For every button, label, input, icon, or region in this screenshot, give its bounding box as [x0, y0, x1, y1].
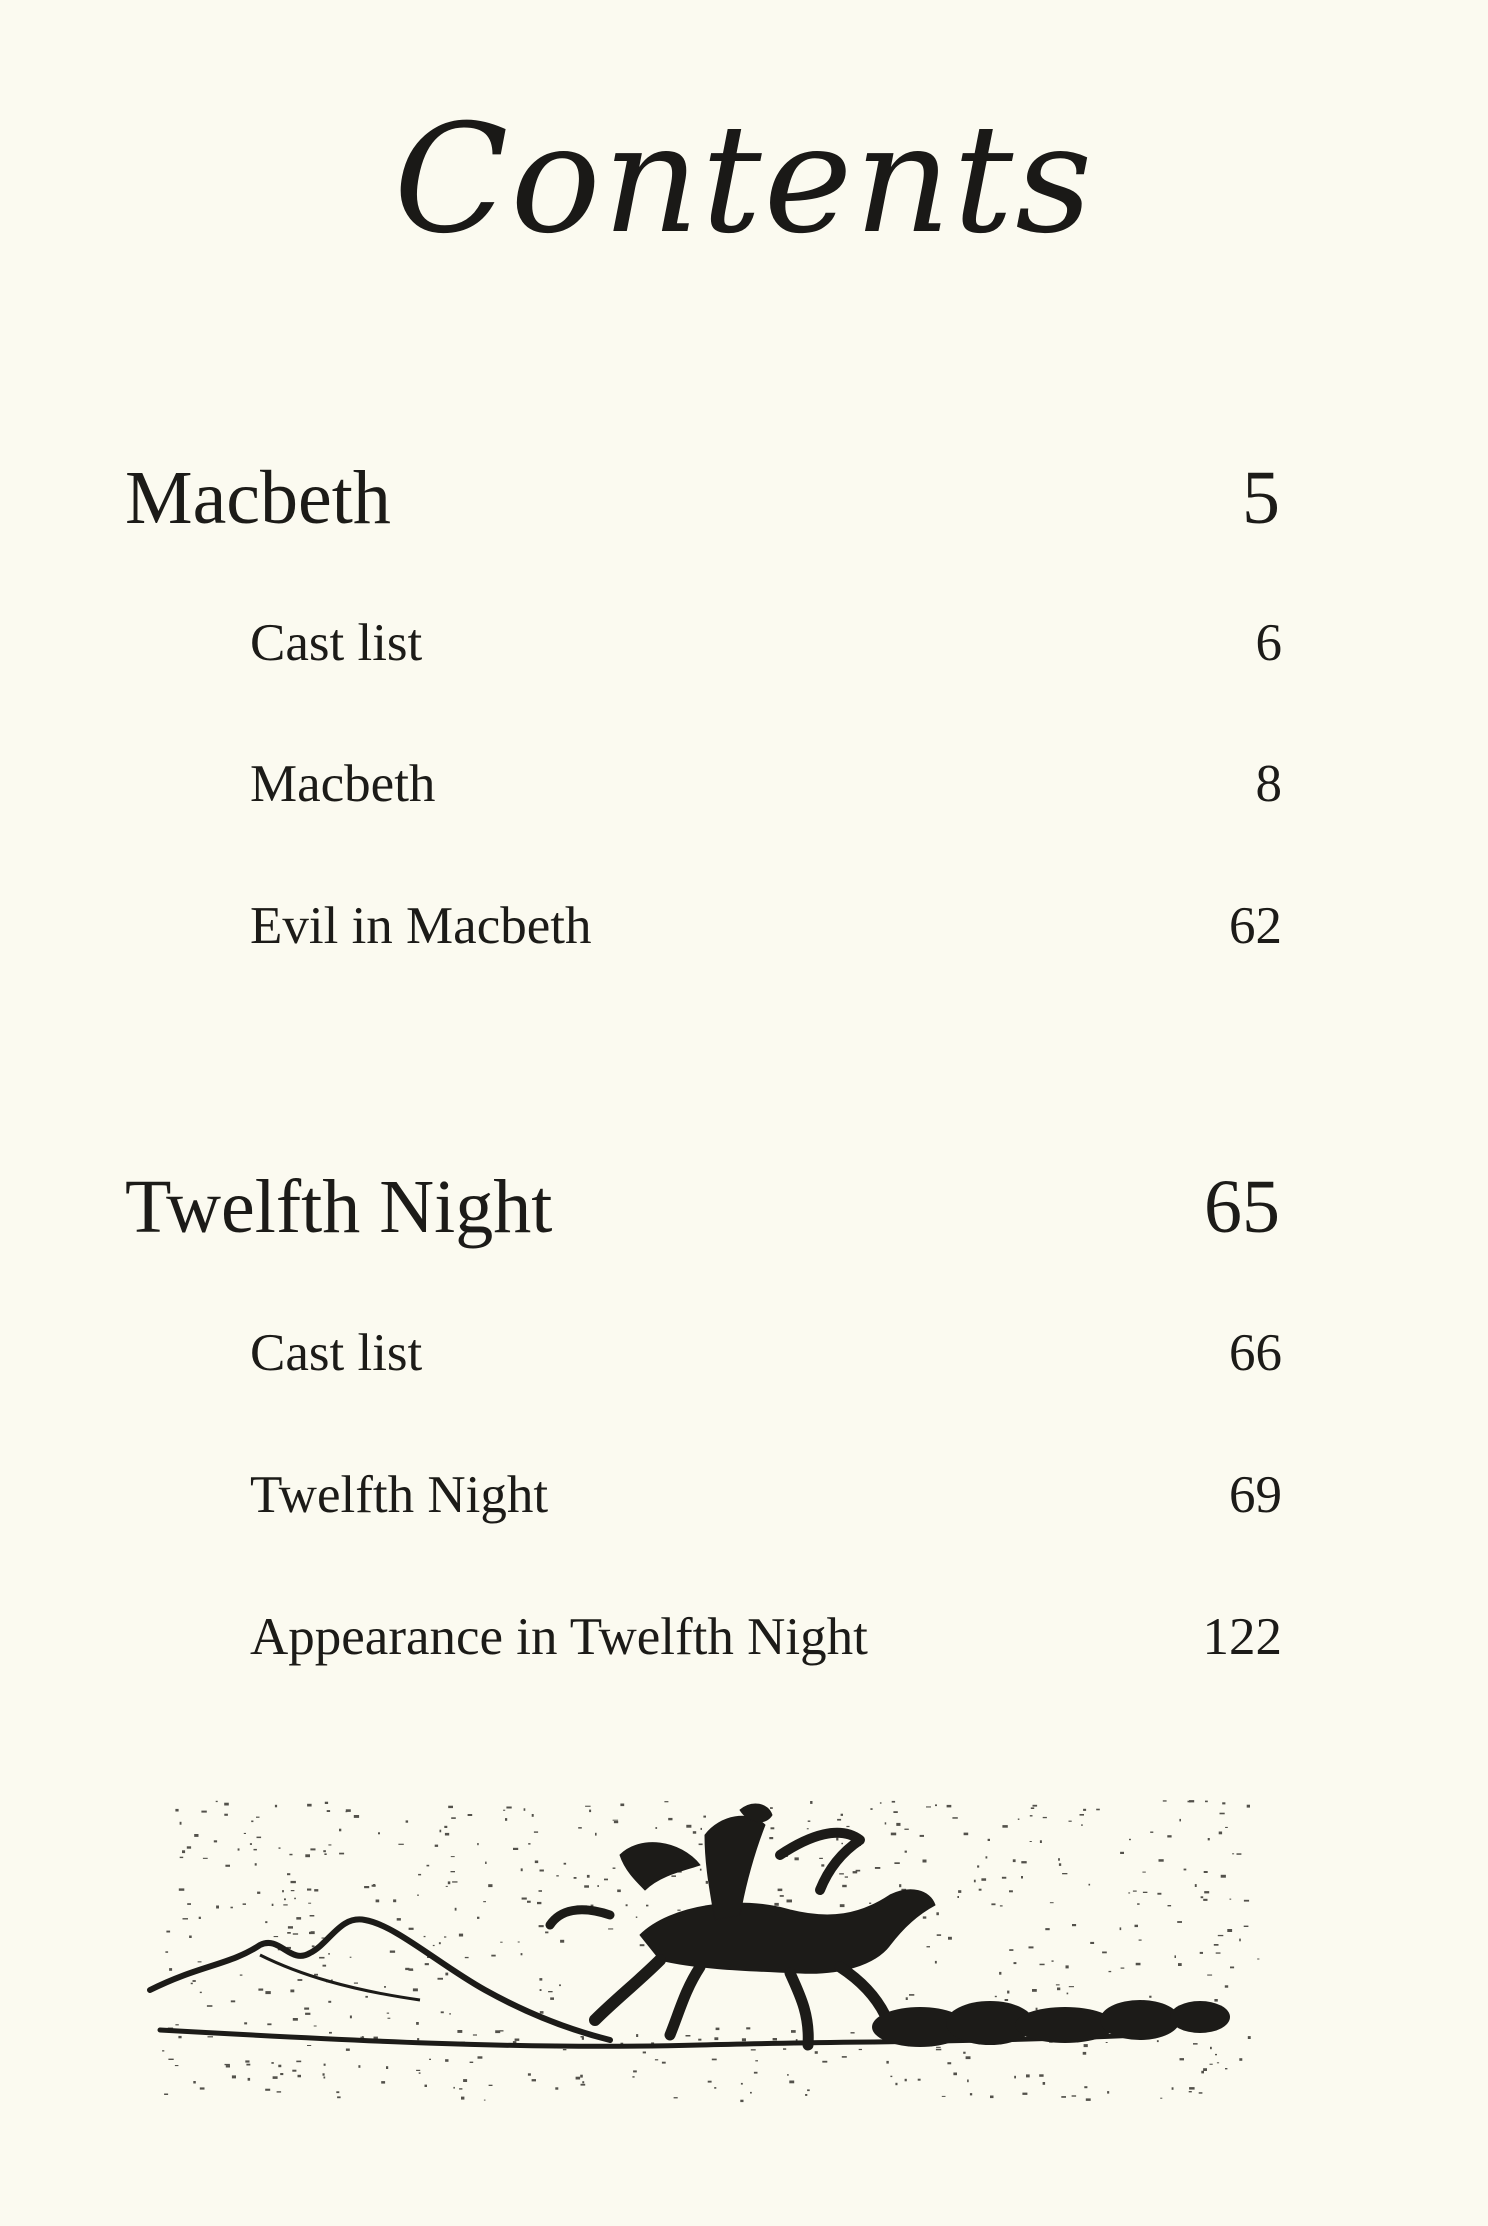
toc-entry[interactable] — [0, 1323, 1488, 1433]
section-title: Twelfth Night — [125, 1165, 553, 1249]
toc-section-macbeth[interactable] — [0, 455, 1488, 565]
bushes — [872, 2000, 1230, 2047]
entry-label: Cast list — [250, 614, 423, 672]
toc-entry[interactable] — [0, 1465, 1488, 1575]
entry-page-number: 69 — [1229, 1466, 1282, 1524]
entry-label: Macbeth — [250, 755, 436, 813]
page-title: Contents — [393, 93, 1095, 267]
entry-label: Appearance in Twelfth Night — [250, 1608, 868, 1666]
section-title: Macbeth — [125, 456, 391, 540]
toc-entry[interactable] — [0, 754, 1488, 864]
toc-entry[interactable] — [0, 896, 1488, 1006]
section-page-number: 5 — [1242, 456, 1280, 540]
section-page-number: 65 — [1204, 1165, 1280, 1249]
entry-label: Twelfth Night — [250, 1466, 549, 1524]
horse-rider-illustration — [140, 1795, 1280, 2125]
entry-page-number: 62 — [1229, 897, 1282, 955]
entry-page-number: 122 — [1202, 1608, 1282, 1666]
entry-page-number: 6 — [1255, 614, 1282, 672]
entry-page-number: 66 — [1229, 1324, 1282, 1382]
toc-entry[interactable] — [0, 1607, 1488, 1717]
entry-label: Cast list — [250, 1324, 423, 1382]
toc-entry[interactable] — [0, 613, 1488, 723]
entry-page-number: 8 — [1255, 755, 1282, 813]
entry-label: Evil in Macbeth — [250, 897, 592, 955]
toc-section-twelfth-night[interactable] — [0, 1164, 1488, 1274]
horse-and-rider — [550, 1804, 935, 2045]
